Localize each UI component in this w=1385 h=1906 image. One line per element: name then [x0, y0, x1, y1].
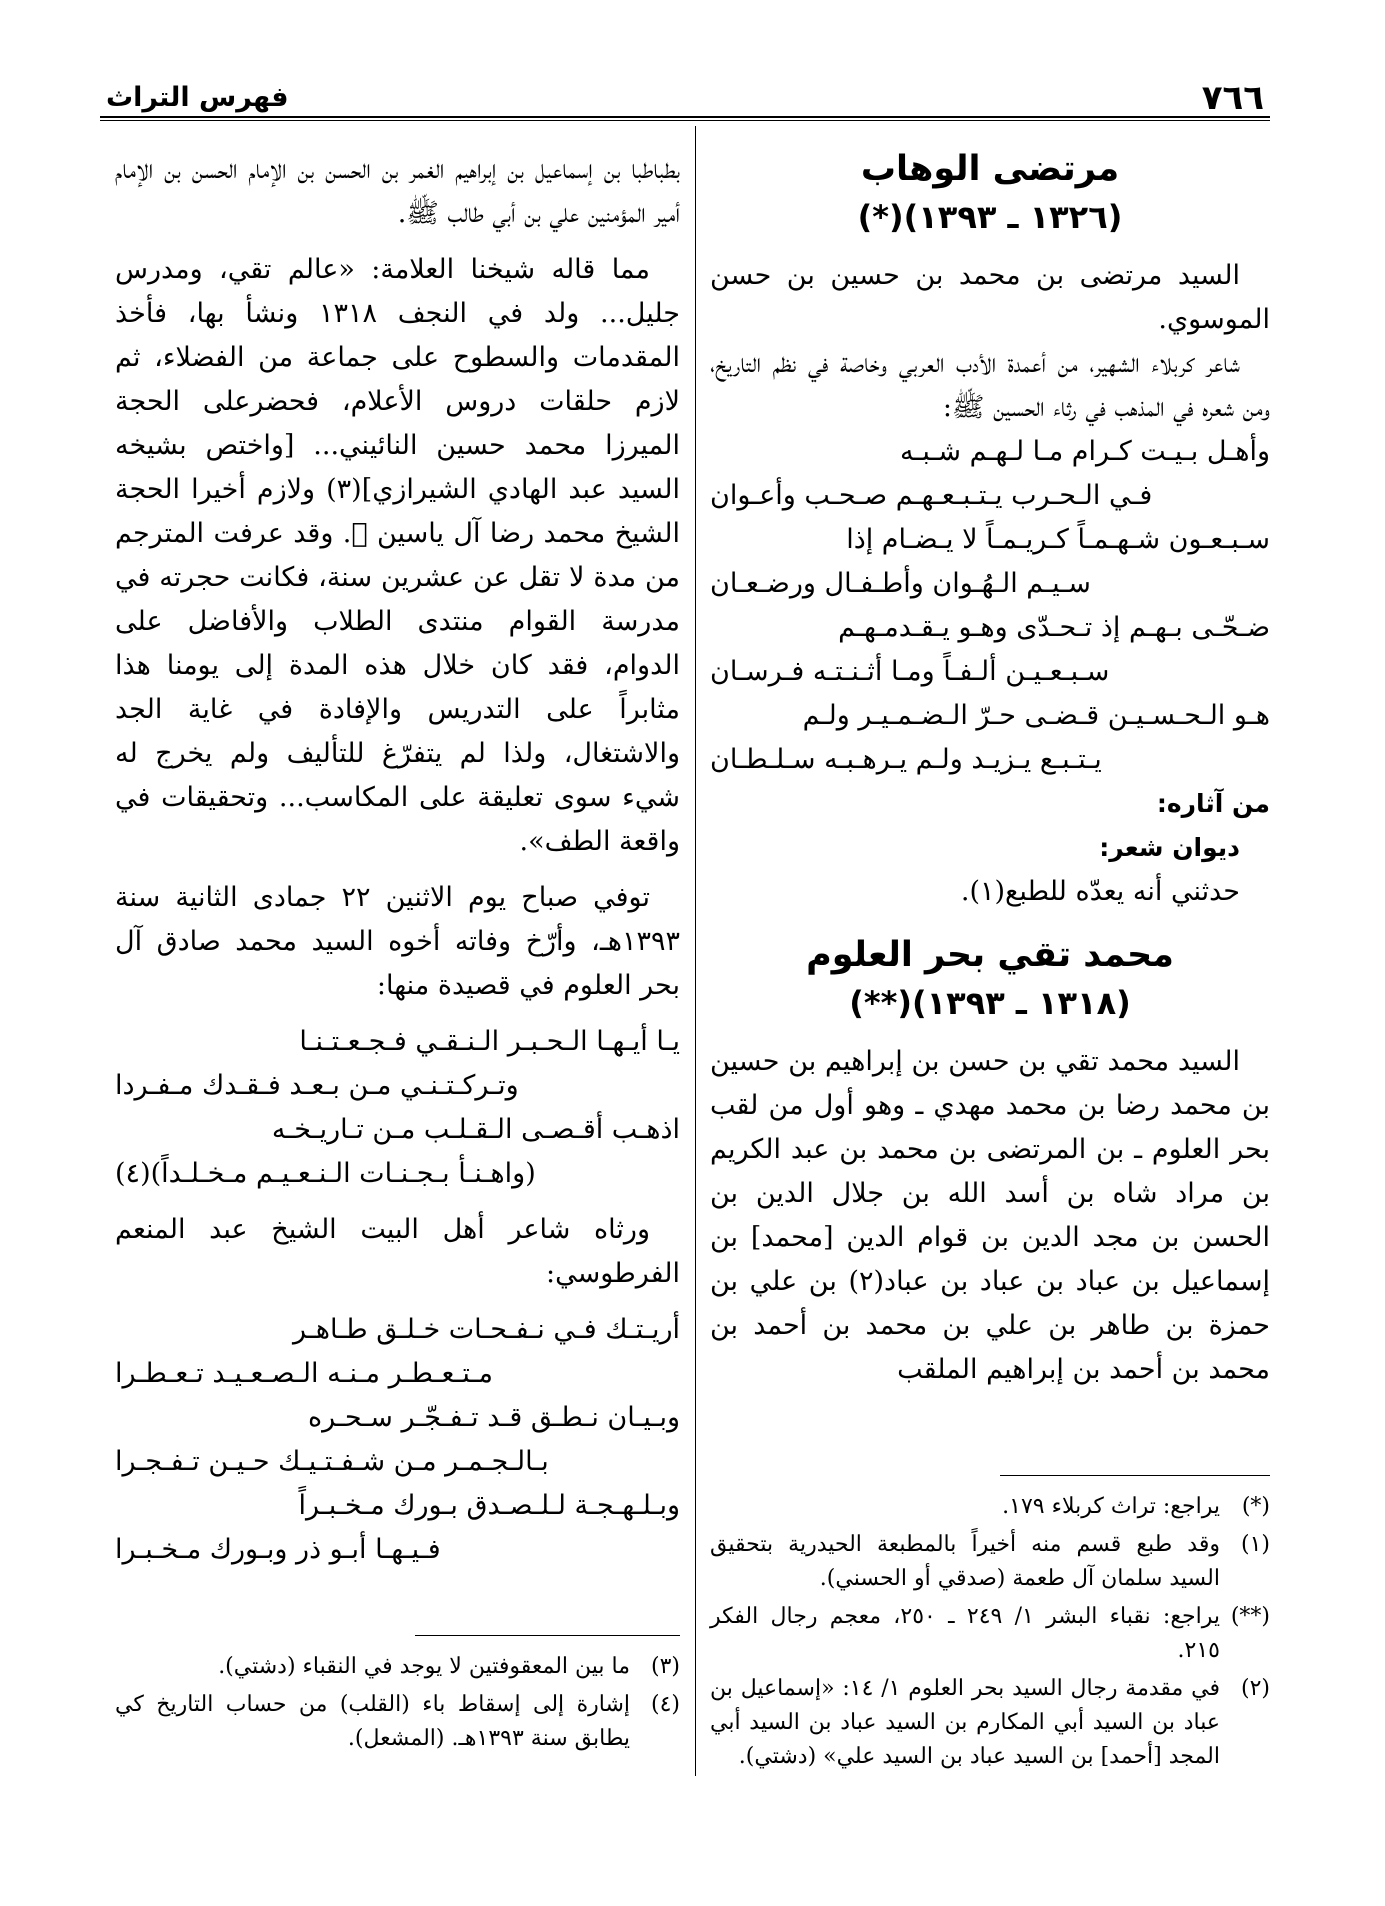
- section-dates-murtada: (١٣٢٦ ـ ١٣٩٣)(*): [857, 198, 1123, 236]
- poem-hemistich: (واهـنـأ بـجـنـات الـنـعـيـم مـخـلـداً)(٤): [115, 1158, 536, 1189]
- section-title-bahr-al-ulum: محمد تقي بحر العلوم: [806, 935, 1174, 975]
- footnote-mark: (٢): [1240, 1676, 1270, 1701]
- murtada-intro: السيد مرتضى بن محمد بن حسين بن حسن الموسوي.: [710, 260, 1270, 335]
- poem-hemistich: وبـيـان نـطـق قـد تـفـجّـر سـحـره: [307, 1402, 680, 1433]
- poem-hemistich: وبـلـهـجـة لـلـصـدق بـورك مـخـبـراً: [298, 1490, 680, 1521]
- poem-hemistich: ضـحّـى بـهـم إذ تـحـدّى وهـو يـقـدمـهـم: [838, 612, 1270, 643]
- right-column: [710, 140, 1270, 1392]
- running-head: [100, 78, 1270, 120]
- footnote-mark: (١): [1240, 1532, 1270, 1557]
- elegy-poem-brother: [115, 1020, 680, 1196]
- footnote-text: يراجع: تراث كربلاء ١٧٩.: [1002, 1494, 1220, 1519]
- footnote-rule: [1000, 1475, 1270, 1476]
- header-rule-thin: [100, 120, 1270, 121]
- left-footnotes: [115, 1650, 680, 1760]
- footnote-mark: (*): [1241, 1494, 1270, 1519]
- poem-hemistich: يـتـبـع يـزيـد ولـم يـرهـبـه سـلـطـان: [710, 744, 1102, 775]
- poem-hemistich: فـيـهـا أبـو ذر وبـورك مـخـبـرا: [115, 1534, 441, 1565]
- footnote-mark: (٤): [650, 1692, 680, 1717]
- poem-hemistich: وأهـل بـيـت كـرام مـا لـهـم شـبـه: [899, 436, 1270, 467]
- footnote: [115, 1688, 680, 1756]
- page-number: ٧٦٦: [1201, 78, 1264, 118]
- poem-hemistich: يـا أيـهـا الـحـبـر الـنـقـي فـجـعـتـنـا: [299, 1026, 680, 1057]
- death-note: توفي صباح يوم الاثنين ٢٢ جمادى الثانية سنة ١٣٩٣هـ، وأرّخ وفاته أخوه السيد محمد صادق آل بحر العلوم في قصيدة منها:: [115, 882, 680, 1001]
- poem-hemistich: اذهـب أقـصـى الـقـلـب مـن تـاريـخـه: [271, 1114, 680, 1145]
- poem-hemistich: مـتـعـطـر مـنـه الـصـعـيـد تـعـطـرا: [115, 1358, 493, 1389]
- elegy-intro-fartusi: ورثاه شاعر أهل البيت الشيخ عبد المنعم الفرطوسي:: [115, 1214, 680, 1289]
- poem-hemistich: بـالـجـمـر مـن شـفـتـيـك حـيـن تـفـجـرا: [115, 1446, 549, 1477]
- footnote-text: يراجع: نقباء البشر ١/ ٢٤٩ ـ ٢٥٠، معجم رجال الفكر ٢١٥.: [710, 1604, 1221, 1663]
- works-note: حدثني أنه يعدّه للطبع(١).: [960, 876, 1240, 907]
- section-title-murtada: مرتضى الوهاب: [860, 149, 1120, 189]
- footnote: [115, 1650, 680, 1684]
- section-dates-bahr-al-ulum: (١٣١٨ ـ ١٣٩٣)(**): [849, 984, 1131, 1022]
- works-heading: من آثاره:: [1156, 789, 1270, 818]
- column-divider: [695, 126, 696, 1776]
- footnote-text: في مقدمة رجال السيد بحر العلوم ١/ ١٤: «إسماعيل بن عباد بن السيد أبي المكارم بن السيد عباد بن السيد أبي المجد [أحمد] بن السيد عباد بن السيد علي» (دشتي).: [710, 1676, 1220, 1769]
- murtada-poem: [710, 430, 1270, 782]
- footnote: [710, 1528, 1270, 1596]
- footnote-rule: [415, 1635, 680, 1636]
- poem-hemistich: وتـركـتـنـي مـن بـعـد فـقـدك مـفـردا: [115, 1070, 519, 1101]
- sheikh-quote: مما قاله شيخنا العلامة: «عالم تقي، ومدرس جليل... ولد في النجف ١٣١٨ ونشأ بها، فأخذ المقدمات والسطوح على جماعة من الفضلاء، ثم لازم حلقات دروس الأعلام، فحضرعلى الحجة الميرزا محمد حسين النائيني... [واختص بشيخه السيد عبد الهادي الشيرازي](٣) ولازم أخيرا الحجة الشيخ محمد رضا آل ياسين ﷫. وقد عرفت المترجم من مدة لا تقل عن عشرين سنة، فكانت حجرته في مدرسة القوام منتدى الطلاب والأفاضل على الدوام، فقد كان خلال هذه المدة إلى يومنا هذا مثابراً على التدريس والإفادة في غاية الجد والاشتغال، ولذا لم يتفرّغ للتأليف ولم يخرج له شيء سوى تعليقة على المكاسب... وتحقيقات في واقعة الطف».: [115, 254, 680, 857]
- header-rule: [100, 116, 1270, 118]
- works-item: ديوان شعر:: [1099, 833, 1240, 862]
- footnote-mark: (٣): [650, 1654, 680, 1679]
- footnote: [710, 1600, 1270, 1668]
- poem-hemistich: سـيـم الـهُـوان وأطـفـال ورضـعـان: [710, 568, 1091, 599]
- footnote-text: ما بين المعقوفتين لا يوجد في النقباء (دشتي).: [218, 1654, 630, 1679]
- footnote-text: وقد طبع قسم منه أخيراً بالمطبعة الحيدرية بتحقيق السيد سلمان آل طعمة (صدقي أو الحسني).: [710, 1532, 1220, 1591]
- book-title: فهرس التراث: [106, 82, 289, 113]
- bahr-al-ulum-bio: السيد محمد تقي بن حسن بن إبراهيم بن حسين بن محمد رضا بن محمد مهدي ـ وهو أول من لقب بحر العلوم ـ بن المرتضى بن محمد بن عبد الكريم بن مراد شاه بن أسد الله بن جلال الدين بن الحسن بن مجد الدين بن قوام الدين [محمد] بن إسماعيل بن عباد بن عباد بن عباد(٢) بن علي بن حمزة بن طاهر بن علي بن محمد بن أحمد بن محمد بن أحمد بن إبراهيم الملقب: [710, 1046, 1270, 1385]
- lineage-continuation: بطباطبا بن إسماعيل بن إبراهيم الغمر بن الحسن بن الإمام الحسن بن الإمام أمير المؤمنين علي بن أبي طالب ﷺ.: [115, 154, 680, 229]
- poem-hemistich: سـبـعـيـن ألـفـاً ومـا أثـنـتـه فـرسـان: [710, 656, 1110, 687]
- footnote-text: إشارة إلى إسقاط باء (القلب) من حساب التاريخ كي يطابق سنة ١٣٩٣هـ. (المشعل).: [115, 1692, 630, 1751]
- right-footnotes: [710, 1490, 1270, 1778]
- poem-hemistich: أريـتـك فـي نـفـحـات خـلـق طـاهـر: [292, 1314, 680, 1345]
- elegy-poem-fartusi: [115, 1308, 680, 1572]
- footnote: [710, 1490, 1270, 1524]
- footnote: [710, 1672, 1270, 1774]
- footnote-mark: (**): [1230, 1604, 1270, 1629]
- poem-hemistich: فـي الـحـرب يـتـبـعـهـم صـحـب وأعـوان: [710, 480, 1153, 511]
- murtada-description: شاعر كربلاء الشهير، من أعمدة الأدب العربي وخاصة في نظم التاريخ، ومن شعره في المذهب في رثاء الحسين ﷺ:: [710, 348, 1270, 423]
- left-column: [115, 148, 680, 1572]
- poem-hemistich: سـبـعـون شـهـمـاً كـريـمـاً لا يـضـام إذا: [846, 524, 1270, 555]
- poem-hemistich: هـو الـحـسـيـن قـضـى حـرّ الـضـمـيـر ولـم: [802, 700, 1270, 731]
